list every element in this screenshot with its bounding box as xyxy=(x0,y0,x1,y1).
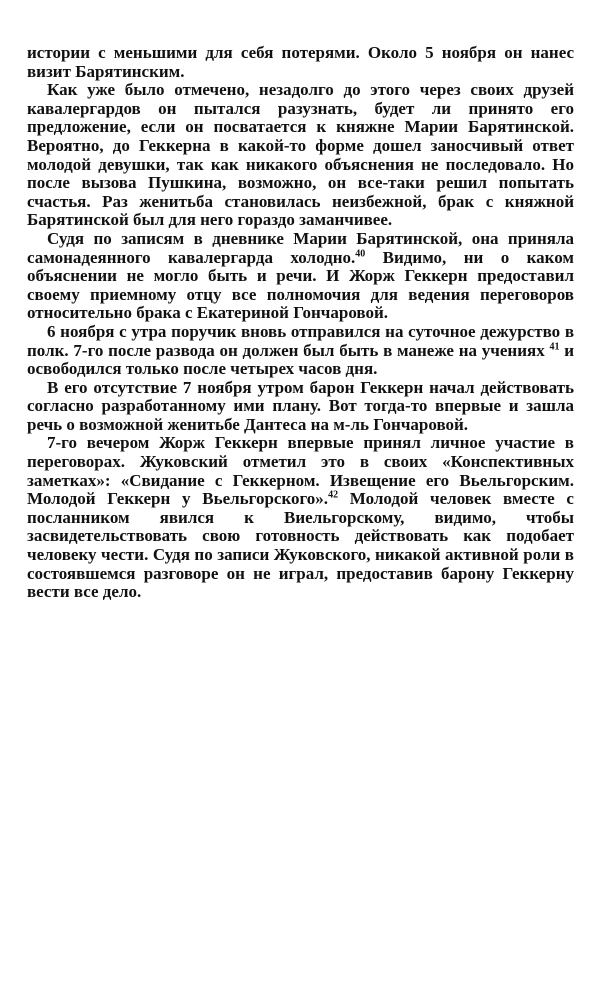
text-run: Видимо, ни о каком объяснении не могло быть и речи. И Жорж Геккерн предоставил своему приемному отцу все полномочия для ведения переговоров относительно брака с Екатериной Гончаровой. xyxy=(27,247,574,323)
footnote-ref: 42 xyxy=(328,489,339,501)
paragraph xyxy=(27,379,574,435)
text-run: 7-го вечером Жорж Геккерн впервые принял личное участие в переговорах. Жуковский отметил это в своих «Конспективных заметках»: «Свидание с Геккерном. Извещение его Вьельгорским. Молодой Геккерн у Вьельгорского». xyxy=(27,433,574,509)
text-run: Судя по записям в дневнике Марии Барятинской, она приняла самонадеянного кавалергарда холодно. xyxy=(27,228,574,267)
paragraph xyxy=(27,323,574,379)
paragraph xyxy=(27,230,574,323)
footnote-ref: 41 xyxy=(549,340,560,352)
paragraph xyxy=(27,81,574,230)
paragraph xyxy=(27,44,574,81)
text-run: Молодой человек вместе с посланником явился к Виельгорскому, видимо, чтобы засвидетельствовать свою готовность действовать как подобает человеку чести. Судя по записи Жуковского, никакой активной роли в состоявшемся разговоре он не играл, предоставив барону Геккерну вести все дело. xyxy=(27,489,574,602)
text-run: В его отсутствие 7 ноября утром барон Геккерн начал действовать согласно разработанному ими плану. Вот тогда-то впервые и зашла речь о возможной женитьбе Дантеса на м-ль Гончаровой. xyxy=(27,377,574,434)
page-text xyxy=(27,44,574,602)
text-run: и освободился только после четырех часов дня. xyxy=(27,340,575,379)
paragraph xyxy=(27,434,574,601)
footnote-ref: 40 xyxy=(355,247,366,259)
text-run: 6 ноября с утра поручик вновь отправился на суточное дежурство в полк. 7-го после развода он должен был быть в манеже на учениях xyxy=(27,321,574,360)
text-run: Как уже было отмечено, незадолго до этого через своих друзей кавалергардов он пытался разузнать, будет ли принято его предложение, если он посватается к княжне Марии Барятинской. Вероятно, до Геккерна в какой-то форме дошел заносчивый ответ молодой девушки, так как никакого объяснения не последовало. Но после вызова Пушкина, возможно, он все-таки решил попытать счастья. Раз женитьба становилась неизбежной, брак с княжной Барятинской был для него гораздо заманчивее. xyxy=(27,80,574,230)
text-run: истории с меньшими для себя потерями. Около 5 ноября он нанес визит Барятинским. xyxy=(27,43,574,81)
